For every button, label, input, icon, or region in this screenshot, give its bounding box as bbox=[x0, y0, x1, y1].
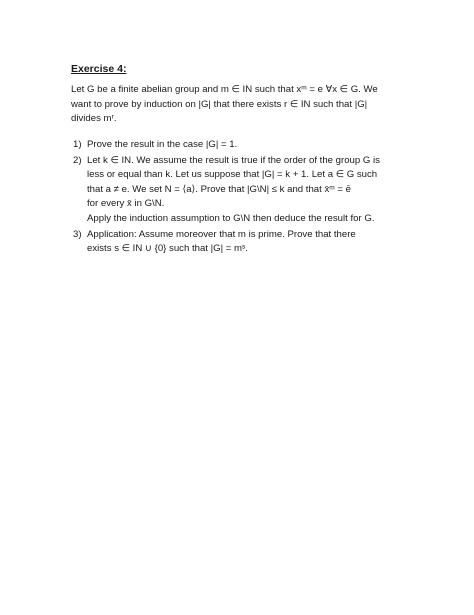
question-line: less or equal than k. Let us suppose that |G| = k + 1. Let a ∈ G such bbox=[87, 169, 378, 181]
question-line: that a ≠ e. We set N = ⟨a⟩. Prove that |G\N| ≤ k and that x̄ᵐ = ē bbox=[87, 183, 352, 195]
exercise-title: Exercise 4: bbox=[71, 63, 127, 75]
intro-line: Let G be a finite abelian group and m ∈ IN such that xᵐ = e ∀x ∈ G. We bbox=[71, 84, 378, 95]
intro-line: divides mʳ. bbox=[71, 113, 117, 125]
question-number: 1) bbox=[73, 139, 82, 150]
question-number: 3) bbox=[73, 228, 82, 240]
question-line: Application: Assume moreover that m is prime. Prove that there bbox=[87, 228, 356, 240]
intro-line: want to prove by induction on |G| that there exists r ∈ IN such that |G| bbox=[71, 98, 368, 110]
question-item-1 bbox=[71, 138, 416, 153]
question-line: exists s ∈ IN ∪ {0} such that |G| = mˢ. bbox=[87, 243, 248, 255]
exercise-intro bbox=[71, 83, 416, 127]
question-line: Let k ∈ IN. We assume the result is true if the order of the group G is bbox=[87, 154, 380, 166]
question-list bbox=[71, 138, 416, 258]
question-line: Prove the result in the case |G| = 1. bbox=[87, 139, 238, 150]
question-item-2 bbox=[71, 154, 416, 227]
question-item-3 bbox=[71, 228, 416, 257]
question-number: 2) bbox=[73, 154, 82, 166]
question-line: for every x̄ in G\N. bbox=[87, 198, 165, 210]
question-line: Apply the induction assumption to G\N then deduce the result for G. bbox=[87, 212, 375, 224]
